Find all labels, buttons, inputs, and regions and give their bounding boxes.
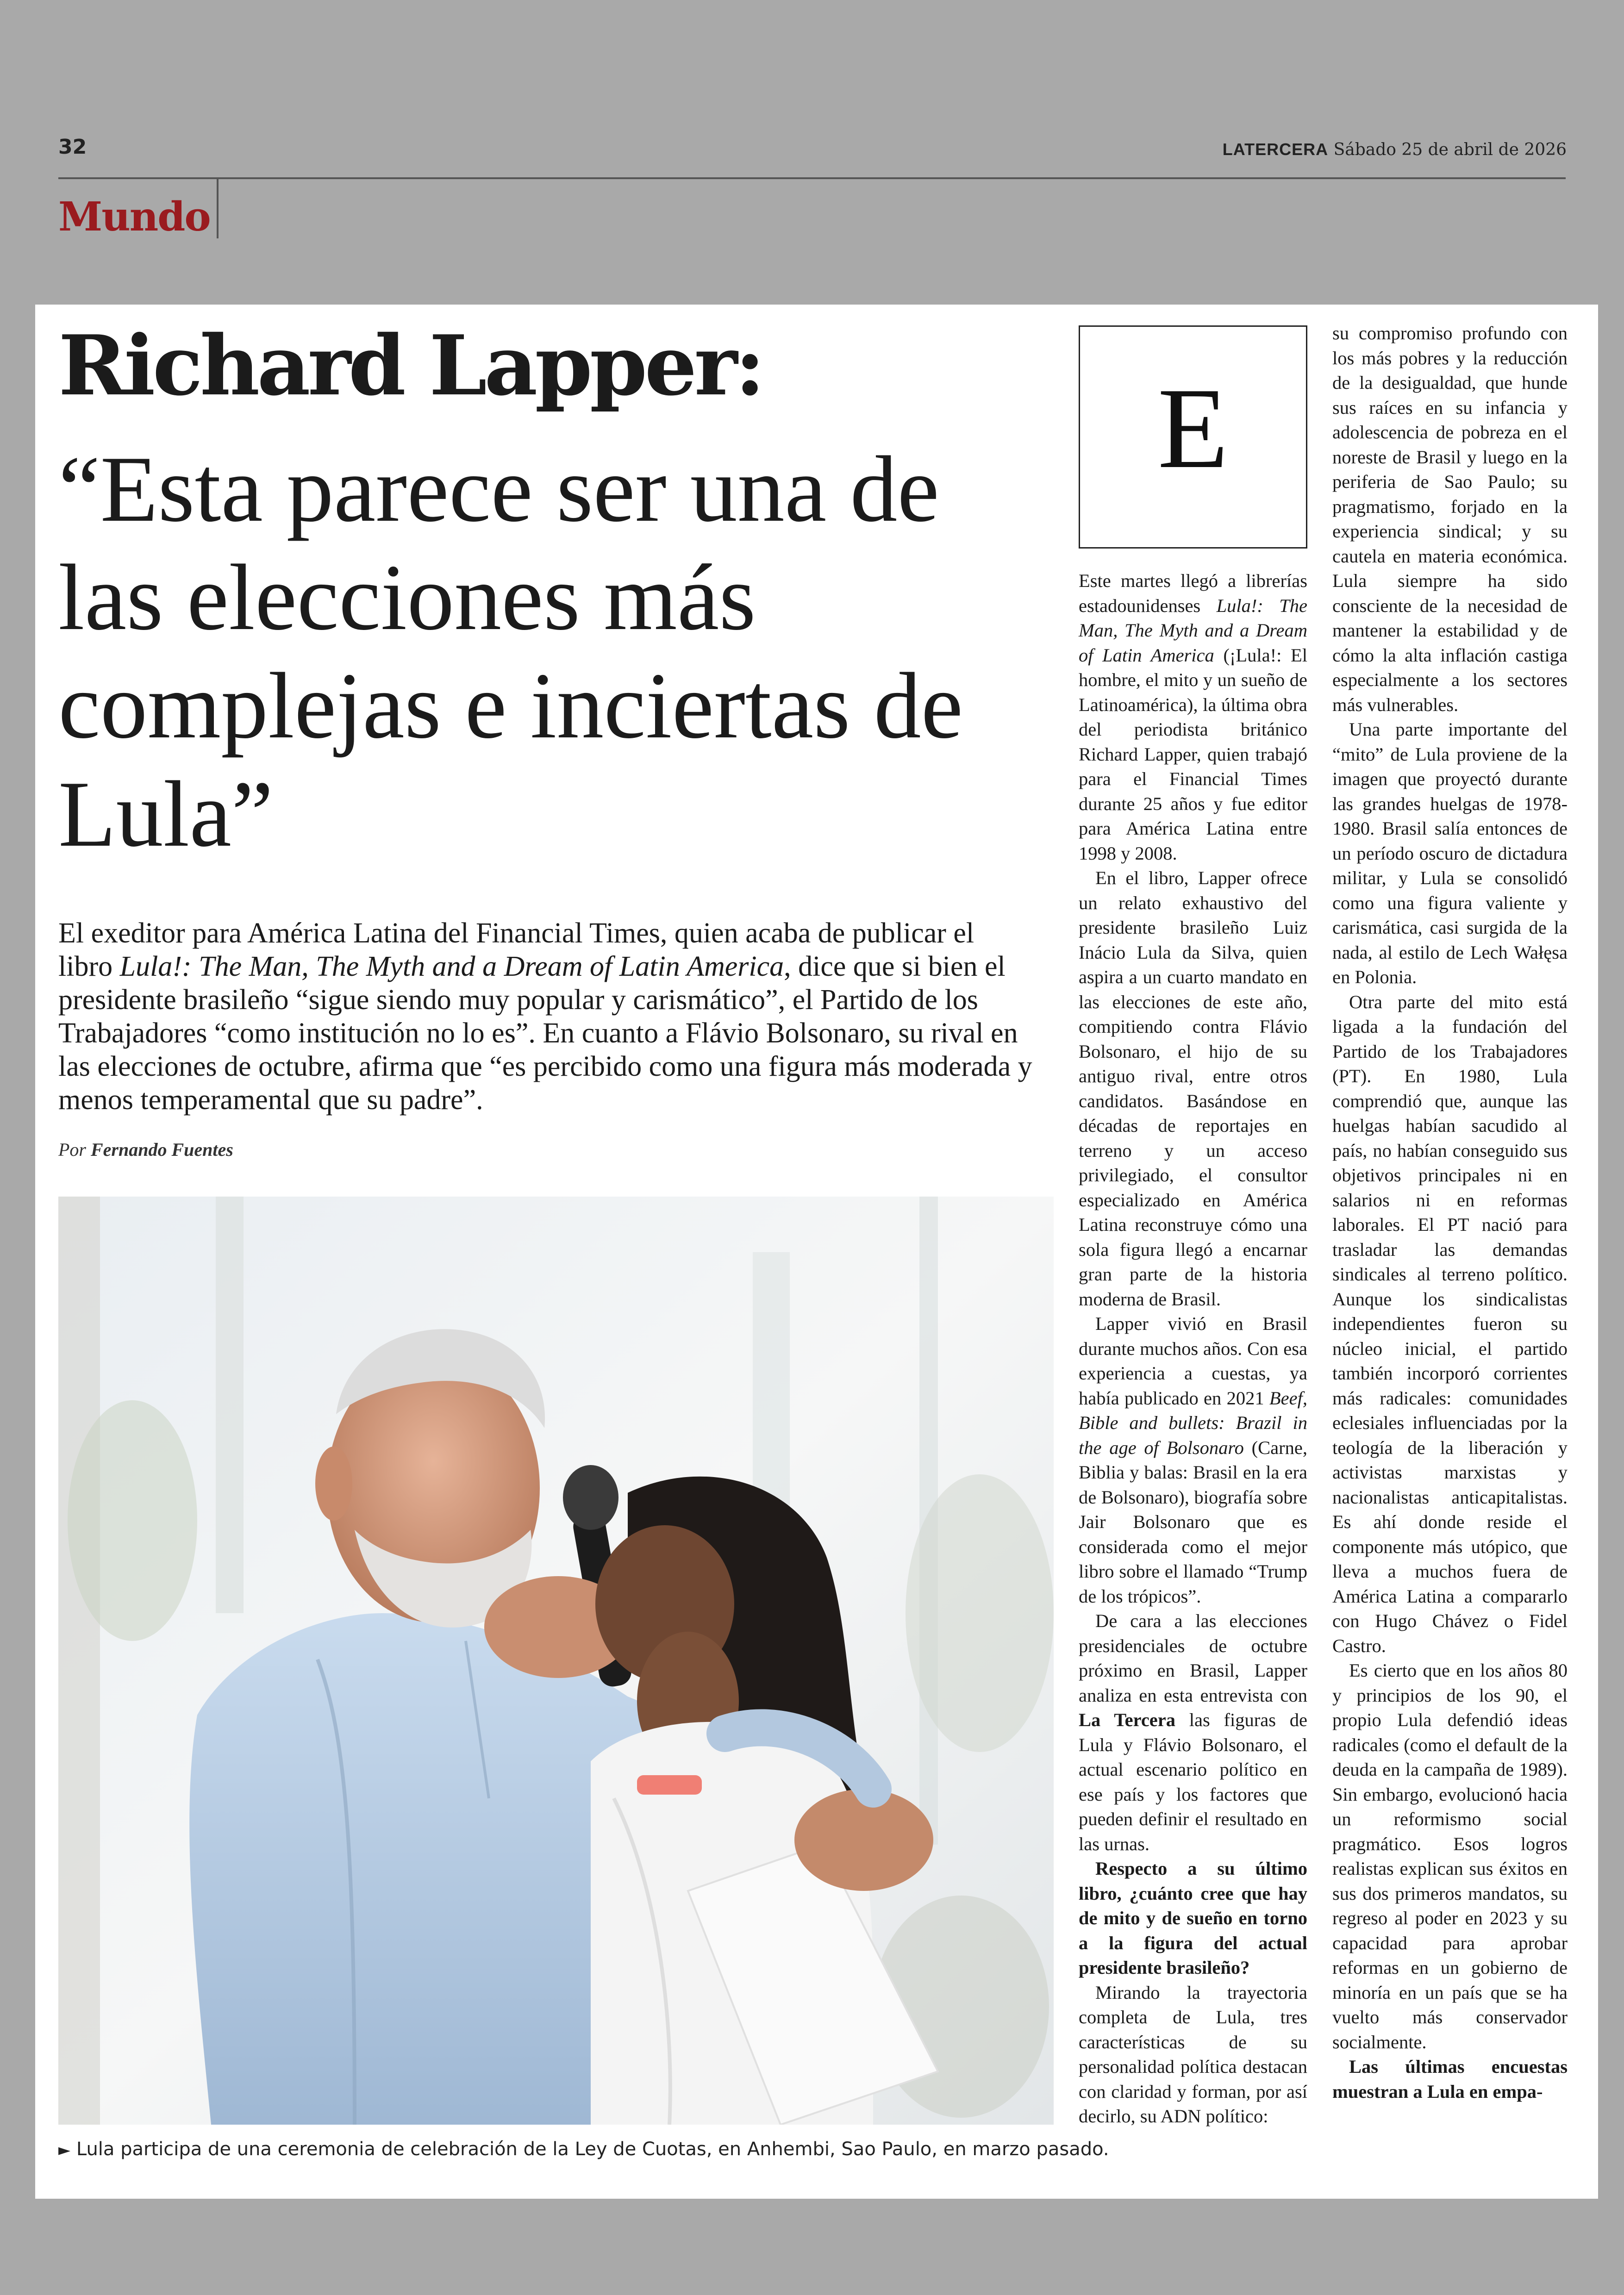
article-photo bbox=[58, 1197, 1054, 2125]
paragraph: su compromiso profundo con los más pobres y la reducción de la desigualdad, que hunde sus raíces en su infancia y adolescencia de pobreza en el noreste de Brasil y luego en la periferia de Sao Paulo; su pragmatismo, forjado en la experiencia sindical; y su cautela en materia económica. Lula siempre ha sido consciente de la necesidad de mantener la estabilidad y de cómo la alta inflación castiga especialmente a los sectores más vulnerables. bbox=[1332, 323, 1568, 715]
byline-author: Fernando Fuentes bbox=[91, 1139, 233, 1160]
header-rule bbox=[58, 177, 1566, 179]
photo-caption bbox=[58, 2139, 1109, 2160]
caption-marker: ► bbox=[58, 2141, 71, 2159]
paragraph: Este martes llegó a librerías estadounidenses Lula!: The Man, The Myth and a Dream of Latin America (¡Lula!: El hombre, el mito y un sueño de Latinoamérica), la última obra del periodista británico Richard Lapper, quien trabajó para el Financial Times durante 25 años y fue editor para América Latina entre 1998 y 2008. bbox=[1079, 570, 1307, 864]
paragraph: De cara a las elecciones presidenciales de octubre próximo en Brasil, Lapper analiza en esta entrevista con La Tercera las figuras de Lula y Flávio Bolsonaro, el actual escenario político en ese país y los factores que pueden definir el resultado en las urnas. bbox=[1079, 1610, 1307, 1854]
paragraph: Una parte importante del “mito” de Lula proviene de la imagen que proyectó durante las grandes huelgas de 1978-1980. Brasil salía entonces de un período oscuro de dictadura militar, y Lula se consolidó como una figura valiente y carismática, casi surgida de la nada, al estilo de Lech Wałęsa en Polonia. bbox=[1332, 719, 1568, 987]
issue-date: Sábado 25 de abril de 2026 bbox=[1333, 140, 1567, 159]
article-deck bbox=[58, 917, 1035, 1116]
book-title: Lula!: The Man, The Myth and a Dream of Latin America bbox=[1079, 595, 1307, 666]
drop-cap-box bbox=[1079, 325, 1307, 549]
book-title: Beef, Bible and bullets: Brazil in the age of Bolsonaro bbox=[1079, 1387, 1307, 1458]
paragraph: En el libro, Lapper ofrece un relato exhaustivo del presidente brasileño Luiz Inácio Lula da Silva, quien aspira a un cuarto mandato en las elecciones de este año, compitiendo contra Flávio Bolsonaro, el hijo de su antiguo rival, entre otros candidatos. Basándose en décadas de reportajes en terreno y un acceso privilegiado, el consultor especializado en América Latina reconstruye cómo una sola figura llegó a encarnar gran parte de la historia moderna de Brasil. bbox=[1079, 867, 1307, 1310]
paragraph: Mirando la trayectoria completa de Lula, tres características de su personalidad política destacan con claridad y forman, por así decirlo, su ADN político: bbox=[1079, 1982, 1307, 2127]
paragraph: Lapper vivió en Brasil durante muchos años. Con esa experiencia a cuestas, ya había publicado en 2021 Beef, Bible and bullets: Brazil in the age of Bolsonaro (Carne, Biblia y balas: Brasil en la era de Bolsonaro), biografía sobre Jair Bolsonaro que es considerada como el mejor libro sobre el llamado “Trump de los trópicos”. bbox=[1079, 1313, 1307, 1607]
body-column-1 bbox=[1079, 568, 1307, 2129]
article-title-name: Richard Lapper: bbox=[58, 317, 763, 414]
paragraph: Otra parte del mito está ligada a la fundación del Partido de los Trabajadores (PT). En 1980, Lula comprendió que, aunque las huelgas habían sacudido al país, no habían conseguido sus objetivos principales ni en salarios ni en reformas laborales. El PT nació para trasladar las demandas sindicales al terreno político. Aunque los sindicalistas independientes fueron su núcleo inicial, el partido también incorporó corrientes más radicales: comunidades eclesiales influenciadas por la teología de la liberación y activistas marxistas y nacionalistas anticapitalistas. Es ahí donde reside el componente más utópico, que lleva a muchos fuera de América Latina a compararlo con Hugo Chávez o Fidel Castro. bbox=[1332, 991, 1568, 1656]
byline-prefix: Por bbox=[58, 1139, 91, 1160]
section-divider bbox=[217, 178, 219, 238]
interview-question: Respecto a su último libro, ¿cuánto cree que hay de mito y de sueño en torno a la figura del actual presidente brasileño? bbox=[1079, 1858, 1307, 1978]
deck-text-2: , dice que si bien el presidente brasileño “sigue siendo muy popular y carismático”, el Partido de los Trabajadores “como institución no lo es”. En cuanto a Flávio Bolsonaro, su rival en las elecciones de octubre, afirma que “es percibido como una figura más moderada y menos temperamental que su padre”. bbox=[58, 951, 1032, 1116]
masthead bbox=[1223, 140, 1567, 159]
page-number: 32 bbox=[58, 135, 87, 159]
deck-text-1: El exeditor para América Latina del Financial Times, quien acaba de publicar el libro bbox=[58, 917, 974, 982]
caption-text: Lula participa de una ceremonia de celebración de la Ley de Cuotas, en Anhembi, Sao Paulo, en marzo pasado. bbox=[76, 2139, 1109, 2160]
drop-cap-letter: E bbox=[1157, 364, 1229, 493]
interview-question: Las últimas encuestas muestran a Lula en empa- bbox=[1332, 2056, 1568, 2102]
deck-book-title: Lula!: The Man, The Myth and a Dream of Latin America bbox=[119, 951, 784, 982]
byline bbox=[58, 1139, 233, 1160]
newspaper-name: La Tercera bbox=[1079, 1709, 1175, 1730]
photo-illustration bbox=[58, 1197, 1054, 2125]
body-column-2 bbox=[1332, 321, 1568, 2104]
article-headline-quote: “Esta parece ser una de las elecciones más complejas e inciertas de Lula” bbox=[58, 437, 963, 867]
brand-name: LATERCERA bbox=[1222, 140, 1329, 159]
section-label: Mundo bbox=[58, 193, 210, 240]
paragraph: Es cierto que en los años 80 y principios de los 90, el propio Lula defendió ideas radicales (como el default de la deuda en la campaña de 1989). Sin embargo, evolucionó hacia un reformismo social pragmático. Esos logros realistas explican sus éxitos en sus dos primeros mandatos, su regreso al poder en 2023 y su capacidad para aprobar reformas en un gobierno de minoría en un país que se ha vuelto más conservador socialmente. bbox=[1332, 1660, 1568, 2052]
